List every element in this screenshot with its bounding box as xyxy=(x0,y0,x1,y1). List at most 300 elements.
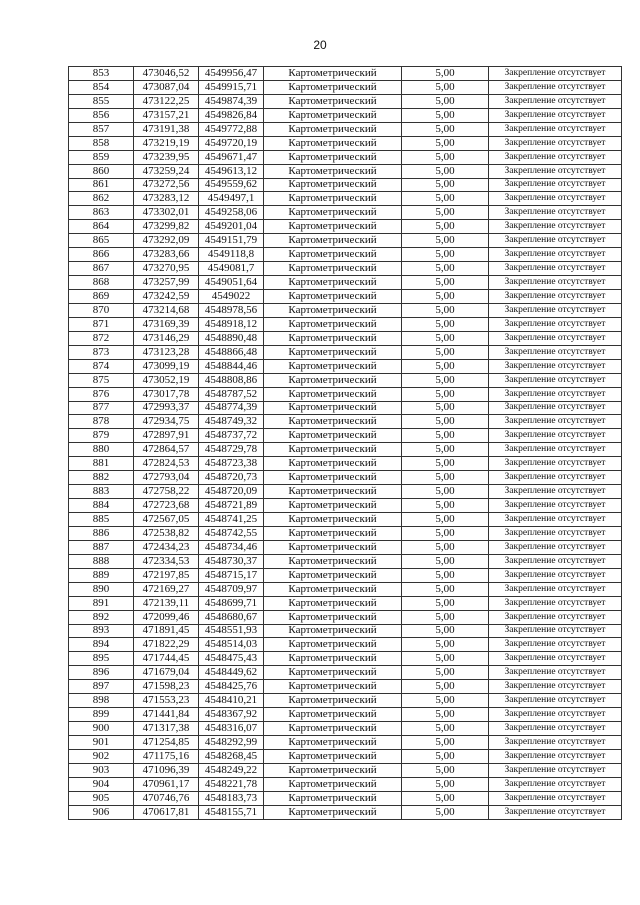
point-number-cell: 868 xyxy=(69,276,134,290)
x-coordinate-cell: 472758,22 xyxy=(134,485,199,499)
point-number-cell: 854 xyxy=(69,80,134,94)
method-cell: Картометрический xyxy=(264,736,402,750)
method-cell: Картометрический xyxy=(264,122,402,136)
accuracy-cell: 5,00 xyxy=(402,248,489,262)
point-number-cell: 891 xyxy=(69,596,134,610)
method-cell: Картометрический xyxy=(264,805,402,819)
method-cell: Картометрический xyxy=(264,749,402,763)
table-row xyxy=(69,485,622,499)
point-number-cell: 857 xyxy=(69,122,134,136)
method-cell: Картометрический xyxy=(264,540,402,554)
method-cell: Картометрический xyxy=(264,80,402,94)
fixing-note-cell: Закрепление отсутствует xyxy=(489,94,622,108)
method-cell: Картометрический xyxy=(264,345,402,359)
x-coordinate-cell: 470746,76 xyxy=(134,791,199,805)
x-coordinate-cell: 472934,75 xyxy=(134,415,199,429)
method-cell: Картометрический xyxy=(264,317,402,331)
method-cell: Картометрический xyxy=(264,415,402,429)
y-coordinate-cell: 4548749,32 xyxy=(199,415,264,429)
method-cell: Картометрический xyxy=(264,262,402,276)
fixing-note-cell: Закрепление отсутствует xyxy=(489,192,622,206)
table-row xyxy=(69,122,622,136)
y-coordinate-cell: 4548774,39 xyxy=(199,401,264,415)
y-coordinate-cell: 4548734,46 xyxy=(199,540,264,554)
accuracy-cell: 5,00 xyxy=(402,749,489,763)
table-row xyxy=(69,331,622,345)
method-cell: Картометрический xyxy=(264,513,402,527)
fixing-note-cell: Закрепление отсутствует xyxy=(489,80,622,94)
point-number-cell: 900 xyxy=(69,722,134,736)
accuracy-cell: 5,00 xyxy=(402,303,489,317)
y-coordinate-cell: 4549956,47 xyxy=(199,67,264,81)
fixing-note-cell: Закрепление отсутствует xyxy=(489,262,622,276)
x-coordinate-cell: 472434,23 xyxy=(134,540,199,554)
table-row xyxy=(69,359,622,373)
accuracy-cell: 5,00 xyxy=(402,122,489,136)
y-coordinate-cell: 4548978,56 xyxy=(199,303,264,317)
x-coordinate-cell: 473017,78 xyxy=(134,387,199,401)
y-coordinate-cell: 4548680,67 xyxy=(199,610,264,624)
x-coordinate-cell: 473191,38 xyxy=(134,122,199,136)
method-cell: Картометрический xyxy=(264,471,402,485)
accuracy-cell: 5,00 xyxy=(402,736,489,750)
x-coordinate-cell: 473046,52 xyxy=(134,67,199,81)
method-cell: Картометрический xyxy=(264,331,402,345)
y-coordinate-cell: 4548155,71 xyxy=(199,805,264,819)
table-row xyxy=(69,680,622,694)
x-coordinate-cell: 473099,19 xyxy=(134,359,199,373)
table-row xyxy=(69,220,622,234)
fixing-note-cell: Закрепление отсутствует xyxy=(489,373,622,387)
accuracy-cell: 5,00 xyxy=(402,513,489,527)
method-cell: Картометрический xyxy=(264,220,402,234)
table-row xyxy=(69,290,622,304)
method-cell: Картометрический xyxy=(264,303,402,317)
method-cell: Картометрический xyxy=(264,150,402,164)
table-row xyxy=(69,499,622,513)
accuracy-cell: 5,00 xyxy=(402,234,489,248)
y-coordinate-cell: 4548699,71 xyxy=(199,596,264,610)
point-number-cell: 864 xyxy=(69,220,134,234)
coordinates-table xyxy=(68,66,622,820)
x-coordinate-cell: 471553,23 xyxy=(134,694,199,708)
method-cell: Картометрический xyxy=(264,763,402,777)
table-row xyxy=(69,192,622,206)
method-cell: Картометрический xyxy=(264,178,402,192)
x-coordinate-cell: 471096,39 xyxy=(134,763,199,777)
fixing-note-cell: Закрепление отсутствует xyxy=(489,694,622,708)
fixing-note-cell: Закрепление отсутствует xyxy=(489,736,622,750)
fixing-note-cell: Закрепление отсутствует xyxy=(489,331,622,345)
fixing-note-cell: Закрепление отсутствует xyxy=(489,122,622,136)
point-number-cell: 879 xyxy=(69,429,134,443)
x-coordinate-cell: 470617,81 xyxy=(134,805,199,819)
table-row xyxy=(69,457,622,471)
point-number-cell: 875 xyxy=(69,373,134,387)
y-coordinate-cell: 4549118,8 xyxy=(199,248,264,262)
fixing-note-cell: Закрепление отсутствует xyxy=(489,499,622,513)
point-number-cell: 862 xyxy=(69,192,134,206)
accuracy-cell: 5,00 xyxy=(402,94,489,108)
y-coordinate-cell: 4548221,78 xyxy=(199,777,264,791)
method-cell: Картометрический xyxy=(264,359,402,373)
point-number-cell: 877 xyxy=(69,401,134,415)
y-coordinate-cell: 4548787,52 xyxy=(199,387,264,401)
point-number-cell: 906 xyxy=(69,805,134,819)
y-coordinate-cell: 4548449,62 xyxy=(199,666,264,680)
y-coordinate-cell: 4548551,93 xyxy=(199,624,264,638)
accuracy-cell: 5,00 xyxy=(402,164,489,178)
point-number-cell: 898 xyxy=(69,694,134,708)
accuracy-cell: 5,00 xyxy=(402,178,489,192)
y-coordinate-cell: 4548720,09 xyxy=(199,485,264,499)
fixing-note-cell: Закрепление отсутствует xyxy=(489,248,622,262)
accuracy-cell: 5,00 xyxy=(402,150,489,164)
fixing-note-cell: Закрепление отсутствует xyxy=(489,150,622,164)
table-row xyxy=(69,666,622,680)
point-number-cell: 892 xyxy=(69,610,134,624)
y-coordinate-cell: 4549826,84 xyxy=(199,108,264,122)
point-number-cell: 896 xyxy=(69,666,134,680)
fixing-note-cell: Закрепление отсутствует xyxy=(489,610,622,624)
accuracy-cell: 5,00 xyxy=(402,763,489,777)
accuracy-cell: 5,00 xyxy=(402,429,489,443)
x-coordinate-cell: 472864,57 xyxy=(134,443,199,457)
method-cell: Картометрический xyxy=(264,290,402,304)
fixing-note-cell: Закрепление отсутствует xyxy=(489,290,622,304)
method-cell: Картометрический xyxy=(264,248,402,262)
method-cell: Картометрический xyxy=(264,791,402,805)
fixing-note-cell: Закрепление отсутствует xyxy=(489,136,622,150)
method-cell: Картометрический xyxy=(264,67,402,81)
y-coordinate-cell: 4548730,37 xyxy=(199,554,264,568)
fixing-note-cell: Закрепление отсутствует xyxy=(489,108,622,122)
method-cell: Картометрический xyxy=(264,638,402,652)
accuracy-cell: 5,00 xyxy=(402,805,489,819)
point-number-cell: 905 xyxy=(69,791,134,805)
table-row xyxy=(69,652,622,666)
y-coordinate-cell: 4548866,48 xyxy=(199,345,264,359)
accuracy-cell: 5,00 xyxy=(402,359,489,373)
y-coordinate-cell: 4548268,45 xyxy=(199,749,264,763)
point-number-cell: 903 xyxy=(69,763,134,777)
x-coordinate-cell: 472334,53 xyxy=(134,554,199,568)
method-cell: Картометрический xyxy=(264,666,402,680)
x-coordinate-cell: 471175,16 xyxy=(134,749,199,763)
method-cell: Картометрический xyxy=(264,680,402,694)
fixing-note-cell: Закрепление отсутствует xyxy=(489,220,622,234)
x-coordinate-cell: 472897,91 xyxy=(134,429,199,443)
accuracy-cell: 5,00 xyxy=(402,694,489,708)
accuracy-cell: 5,00 xyxy=(402,457,489,471)
fixing-note-cell: Закрепление отсутствует xyxy=(489,67,622,81)
y-coordinate-cell: 4549022 xyxy=(199,290,264,304)
accuracy-cell: 5,00 xyxy=(402,317,489,331)
x-coordinate-cell: 471891,45 xyxy=(134,624,199,638)
x-coordinate-cell: 473052,19 xyxy=(134,373,199,387)
accuracy-cell: 5,00 xyxy=(402,262,489,276)
accuracy-cell: 5,00 xyxy=(402,708,489,722)
method-cell: Картометрический xyxy=(264,526,402,540)
method-cell: Картометрический xyxy=(264,387,402,401)
table-row xyxy=(69,805,622,819)
x-coordinate-cell: 473302,01 xyxy=(134,206,199,220)
table-row xyxy=(69,387,622,401)
accuracy-cell: 5,00 xyxy=(402,373,489,387)
accuracy-cell: 5,00 xyxy=(402,540,489,554)
fixing-note-cell: Закрепление отсутствует xyxy=(489,624,622,638)
y-coordinate-cell: 4549559,62 xyxy=(199,178,264,192)
table-row xyxy=(69,248,622,262)
table-row xyxy=(69,526,622,540)
accuracy-cell: 5,00 xyxy=(402,568,489,582)
y-coordinate-cell: 4548410,21 xyxy=(199,694,264,708)
x-coordinate-cell: 473272,56 xyxy=(134,178,199,192)
y-coordinate-cell: 4548475,43 xyxy=(199,652,264,666)
accuracy-cell: 5,00 xyxy=(402,415,489,429)
accuracy-cell: 5,00 xyxy=(402,485,489,499)
point-number-cell: 885 xyxy=(69,513,134,527)
fixing-note-cell: Закрепление отсутствует xyxy=(489,791,622,805)
y-coordinate-cell: 4549151,79 xyxy=(199,234,264,248)
point-number-cell: 856 xyxy=(69,108,134,122)
fixing-note-cell: Закрепление отсутствует xyxy=(489,178,622,192)
table-row xyxy=(69,80,622,94)
x-coordinate-cell: 473214,68 xyxy=(134,303,199,317)
fixing-note-cell: Закрепление отсутствует xyxy=(489,805,622,819)
x-coordinate-cell: 473257,99 xyxy=(134,276,199,290)
fixing-note-cell: Закрепление отсутствует xyxy=(489,485,622,499)
x-coordinate-cell: 473270,95 xyxy=(134,262,199,276)
table-row xyxy=(69,554,622,568)
point-number-cell: 855 xyxy=(69,94,134,108)
fixing-note-cell: Закрепление отсутствует xyxy=(489,206,622,220)
x-coordinate-cell: 470961,17 xyxy=(134,777,199,791)
table-row xyxy=(69,178,622,192)
method-cell: Картометрический xyxy=(264,276,402,290)
method-cell: Картометрический xyxy=(264,499,402,513)
y-coordinate-cell: 4549772,88 xyxy=(199,122,264,136)
method-cell: Картометрический xyxy=(264,192,402,206)
y-coordinate-cell: 4548721,89 xyxy=(199,499,264,513)
point-number-cell: 887 xyxy=(69,540,134,554)
fixing-note-cell: Закрепление отсутствует xyxy=(489,540,622,554)
fixing-note-cell: Закрепление отсутствует xyxy=(489,401,622,415)
y-coordinate-cell: 4549081,7 xyxy=(199,262,264,276)
accuracy-cell: 5,00 xyxy=(402,638,489,652)
accuracy-cell: 5,00 xyxy=(402,220,489,234)
point-number-cell: 899 xyxy=(69,708,134,722)
method-cell: Картометрический xyxy=(264,610,402,624)
fixing-note-cell: Закрепление отсутствует xyxy=(489,526,622,540)
table-row xyxy=(69,262,622,276)
x-coordinate-cell: 473242,59 xyxy=(134,290,199,304)
y-coordinate-cell: 4549720,19 xyxy=(199,136,264,150)
accuracy-cell: 5,00 xyxy=(402,443,489,457)
method-cell: Картометрический xyxy=(264,94,402,108)
y-coordinate-cell: 4548709,97 xyxy=(199,582,264,596)
table-row xyxy=(69,513,622,527)
accuracy-cell: 5,00 xyxy=(402,290,489,304)
point-number-cell: 897 xyxy=(69,680,134,694)
point-number-cell: 863 xyxy=(69,206,134,220)
accuracy-cell: 5,00 xyxy=(402,206,489,220)
table-row xyxy=(69,108,622,122)
x-coordinate-cell: 473087,04 xyxy=(134,80,199,94)
method-cell: Картометрический xyxy=(264,136,402,150)
fixing-note-cell: Закрепление отсутствует xyxy=(489,387,622,401)
fixing-note-cell: Закрепление отсутствует xyxy=(489,429,622,443)
x-coordinate-cell: 473259,24 xyxy=(134,164,199,178)
point-number-cell: 858 xyxy=(69,136,134,150)
accuracy-cell: 5,00 xyxy=(402,610,489,624)
y-coordinate-cell: 4548918,12 xyxy=(199,317,264,331)
table-row xyxy=(69,777,622,791)
accuracy-cell: 5,00 xyxy=(402,499,489,513)
table-row xyxy=(69,234,622,248)
y-coordinate-cell: 4548249,22 xyxy=(199,763,264,777)
method-cell: Картометрический xyxy=(264,485,402,499)
point-number-cell: 904 xyxy=(69,777,134,791)
fixing-note-cell: Закрепление отсутствует xyxy=(489,638,622,652)
method-cell: Картометрический xyxy=(264,554,402,568)
y-coordinate-cell: 4548741,25 xyxy=(199,513,264,527)
point-number-cell: 853 xyxy=(69,67,134,81)
y-coordinate-cell: 4549671,47 xyxy=(199,150,264,164)
point-number-cell: 871 xyxy=(69,317,134,331)
accuracy-cell: 5,00 xyxy=(402,652,489,666)
x-coordinate-cell: 473122,25 xyxy=(134,94,199,108)
point-number-cell: 878 xyxy=(69,415,134,429)
table-row xyxy=(69,610,622,624)
fixing-note-cell: Закрепление отсутствует xyxy=(489,303,622,317)
table-row xyxy=(69,136,622,150)
accuracy-cell: 5,00 xyxy=(402,80,489,94)
point-number-cell: 895 xyxy=(69,652,134,666)
y-coordinate-cell: 4549201,04 xyxy=(199,220,264,234)
x-coordinate-cell: 471744,45 xyxy=(134,652,199,666)
accuracy-cell: 5,00 xyxy=(402,108,489,122)
point-number-cell: 901 xyxy=(69,736,134,750)
point-number-cell: 874 xyxy=(69,359,134,373)
x-coordinate-cell: 473239,95 xyxy=(134,150,199,164)
y-coordinate-cell: 4548514,03 xyxy=(199,638,264,652)
accuracy-cell: 5,00 xyxy=(402,777,489,791)
method-cell: Картометрический xyxy=(264,777,402,791)
accuracy-cell: 5,00 xyxy=(402,624,489,638)
point-number-cell: 894 xyxy=(69,638,134,652)
accuracy-cell: 5,00 xyxy=(402,582,489,596)
accuracy-cell: 5,00 xyxy=(402,401,489,415)
table-row xyxy=(69,67,622,81)
method-cell: Картометрический xyxy=(264,164,402,178)
table-row xyxy=(69,345,622,359)
fixing-note-cell: Закрепление отсутствует xyxy=(489,749,622,763)
table-row xyxy=(69,150,622,164)
fixing-note-cell: Закрепление отсутствует xyxy=(489,457,622,471)
table-row xyxy=(69,317,622,331)
point-number-cell: 869 xyxy=(69,290,134,304)
fixing-note-cell: Закрепление отсутствует xyxy=(489,415,622,429)
fixing-note-cell: Закрепление отсутствует xyxy=(489,359,622,373)
y-coordinate-cell: 4548723,38 xyxy=(199,457,264,471)
y-coordinate-cell: 4549497,1 xyxy=(199,192,264,206)
point-number-cell: 876 xyxy=(69,387,134,401)
point-number-cell: 883 xyxy=(69,485,134,499)
point-number-cell: 888 xyxy=(69,554,134,568)
table-row xyxy=(69,373,622,387)
point-number-cell: 872 xyxy=(69,331,134,345)
table-row xyxy=(69,708,622,722)
fixing-note-cell: Закрепление отсутствует xyxy=(489,164,622,178)
point-number-cell: 866 xyxy=(69,248,134,262)
x-coordinate-cell: 473299,82 xyxy=(134,220,199,234)
method-cell: Картометрический xyxy=(264,596,402,610)
method-cell: Картометрический xyxy=(264,624,402,638)
x-coordinate-cell: 473219,19 xyxy=(134,136,199,150)
fixing-note-cell: Закрепление отсутствует xyxy=(489,680,622,694)
y-coordinate-cell: 4548742,55 xyxy=(199,526,264,540)
method-cell: Картометрический xyxy=(264,457,402,471)
table-row xyxy=(69,582,622,596)
x-coordinate-cell: 472824,53 xyxy=(134,457,199,471)
point-number-cell: 865 xyxy=(69,234,134,248)
table-row xyxy=(69,791,622,805)
table-row xyxy=(69,429,622,443)
y-coordinate-cell: 4548292,99 xyxy=(199,736,264,750)
y-coordinate-cell: 4548715,17 xyxy=(199,568,264,582)
fixing-note-cell: Закрепление отсутствует xyxy=(489,471,622,485)
fixing-note-cell: Закрепление отсутствует xyxy=(489,763,622,777)
x-coordinate-cell: 471822,29 xyxy=(134,638,199,652)
x-coordinate-cell: 473283,12 xyxy=(134,192,199,206)
point-number-cell: 884 xyxy=(69,499,134,513)
x-coordinate-cell: 473123,28 xyxy=(134,345,199,359)
x-coordinate-cell: 472139,11 xyxy=(134,596,199,610)
y-coordinate-cell: 4549915,71 xyxy=(199,80,264,94)
point-number-cell: 870 xyxy=(69,303,134,317)
fixing-note-cell: Закрепление отсутствует xyxy=(489,582,622,596)
table-row xyxy=(69,749,622,763)
table-row xyxy=(69,736,622,750)
x-coordinate-cell: 472197,85 xyxy=(134,568,199,582)
accuracy-cell: 5,00 xyxy=(402,526,489,540)
point-number-cell: 859 xyxy=(69,150,134,164)
fixing-note-cell: Закрепление отсутствует xyxy=(489,234,622,248)
table-row xyxy=(69,401,622,415)
table-row xyxy=(69,471,622,485)
method-cell: Картометрический xyxy=(264,373,402,387)
accuracy-cell: 5,00 xyxy=(402,554,489,568)
x-coordinate-cell: 472099,46 xyxy=(134,610,199,624)
accuracy-cell: 5,00 xyxy=(402,387,489,401)
method-cell: Картометрический xyxy=(264,694,402,708)
point-number-cell: 867 xyxy=(69,262,134,276)
fixing-note-cell: Закрепление отсутствует xyxy=(489,345,622,359)
table-row xyxy=(69,94,622,108)
accuracy-cell: 5,00 xyxy=(402,596,489,610)
x-coordinate-cell: 473169,39 xyxy=(134,317,199,331)
x-coordinate-cell: 471254,85 xyxy=(134,736,199,750)
fixing-note-cell: Закрепление отсутствует xyxy=(489,276,622,290)
table-row xyxy=(69,624,622,638)
method-cell: Картометрический xyxy=(264,234,402,248)
point-number-cell: 860 xyxy=(69,164,134,178)
accuracy-cell: 5,00 xyxy=(402,136,489,150)
table-row xyxy=(69,303,622,317)
page-number: 20 xyxy=(313,38,327,52)
table-row xyxy=(69,164,622,178)
